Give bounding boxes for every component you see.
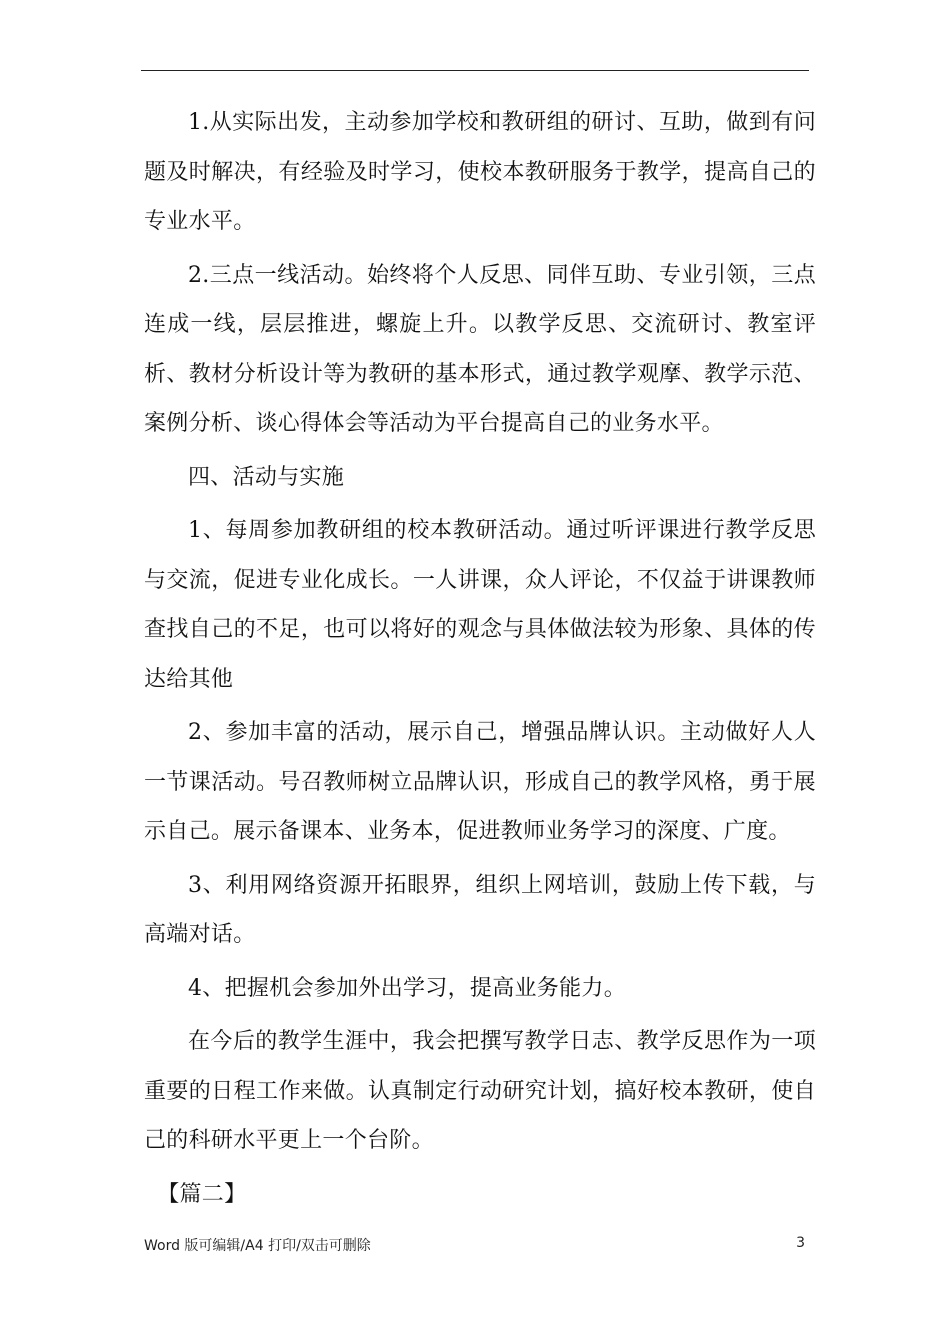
- document-body: [144, 98, 816, 1219]
- section-mark: 【篇二】: [157, 1181, 247, 1207]
- paragraph-3: 1、每周参加教研组的校本教研活动。通过听评课进行教学反思与交流，促进专业化成长。一人讲课，众人评论，不仅益于讲课教师查找自己的不足，也可以将好的观念与具体做法较为形象、具体的传达给其他: [144, 518, 816, 692]
- section-heading: 四、活动与实施: [188, 464, 345, 490]
- header-rule: [141, 70, 809, 71]
- paragraph-7: 在今后的教学生涯中，我会把撰写教学日志、教学反思作为一项重要的日程工作来做。认真制定行动研究计划，搞好校本教研，使自己的科研水平更上一个台阶。: [144, 1029, 816, 1153]
- paragraph-4: 2、参加丰富的活动，展示自己，增强品牌认识。主动做好人人一节课活动。号召教师树立品牌认识，形成自己的教学风格，勇于展示自己。展示备课本、业务本，促进教师业务学习的深度、广度。: [144, 720, 816, 844]
- paragraph-6: 4、把握机会参加外出学习，提高业务能力。: [188, 975, 626, 1001]
- paragraph-2: 2.三点一线活动。始终将个人反思、同伴互助、专业引领，三点连成一线，层层推进，螺旋上升。以教学反思、交流研讨、教室评析、教材分析设计等为教研的基本形式，通过教学观摩、教学示范、案例分析、谈心得体会等活动为平台提高自己的业务水平。: [144, 262, 816, 436]
- paragraph-1: 1.从实际出发，主动参加学校和教研组的研讨、互助，做到有问题及时解决，有经验及时学习，使校本教研服务于教学，提高自己的专业水平。: [144, 110, 816, 234]
- page-number: 3: [796, 1235, 805, 1251]
- paragraph-5: 3、利用网络资源开拓眼界，组织上网培训，鼓励上传下载，与高端对话。: [144, 872, 816, 947]
- footer-note: Word 版可编辑/A4 打印/双击可删除: [144, 1238, 371, 1254]
